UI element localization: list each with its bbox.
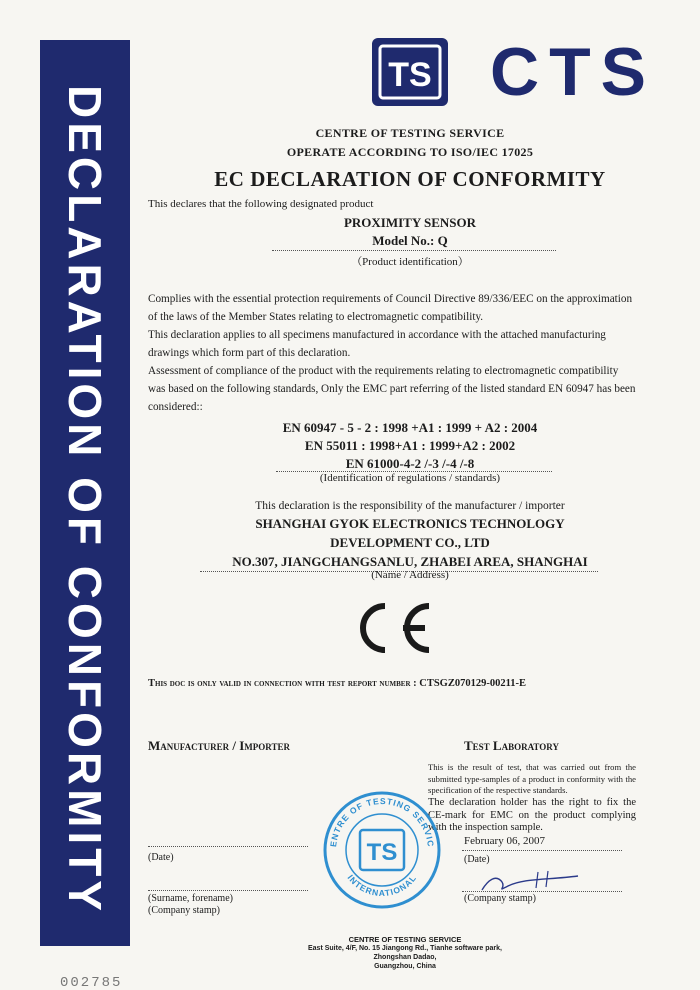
report-number: CTSGZ070129-00211-E (419, 678, 527, 689)
side-banner (40, 40, 130, 946)
manufacturer-intro: This declaration is the responsibility of the manufacturer / importer (255, 500, 565, 512)
lab-stamp-line (462, 891, 622, 892)
document-title: EC DECLARATION OF CONFORMITY (214, 167, 606, 191)
standard-2: EN 55011 : 1998+A1 : 1999+A2 : 2002 (304, 438, 516, 453)
validity-text: This doc is only valid in connection with test report number : (148, 678, 420, 689)
footer-line-2: East Suite, 4/F, No. 15 Jiangong Rd., Tianhe software park, Zhongshan Dadao, (308, 945, 502, 961)
lab-date-line (462, 850, 622, 851)
body-text (148, 290, 638, 416)
ce-mark-icon (345, 600, 435, 656)
manufacturer-caption: (Name / Address) (371, 569, 449, 581)
manufacturer-name-line-1: SHANGHAI GYOK ELECTRONICS TECHNOLOGY (255, 516, 565, 531)
cts-logo-word: CTS (490, 34, 656, 110)
ce-mark (345, 600, 435, 661)
product-name: PROXIMITY SENSOR (343, 215, 477, 230)
serial-number: 002785 (60, 975, 123, 990)
left-date-line (148, 846, 308, 847)
footer-line-3: Guangzhou, China (374, 963, 436, 970)
product-intro: This declares that the following designated product (148, 198, 374, 210)
lab-stamp-label: (Company stamp) (464, 893, 536, 904)
body-paragraph-3: Assessment of compliance of the product with the requirements relating to electromagnetic compatibility was based on the following standards, Only the EMC part referring of the listed standard EN 60947 has been considered:: (148, 365, 636, 413)
left-date-label: (Date) (148, 852, 174, 863)
logo-mark-text: TS (388, 56, 432, 94)
product-underline (272, 250, 556, 251)
left-stamp-label: (Company stamp) (148, 905, 220, 916)
manufacturer-heading: Manufacturer / Importer (148, 738, 290, 753)
footer-line-1: CENTRE OF TESTING SERVICE (348, 935, 462, 944)
product-caption: （Product identification） (351, 256, 469, 268)
seal-icon (322, 790, 442, 910)
standard-3: EN 61000-4-2 /-3 /-4 /-8 (345, 456, 475, 471)
logo-emblem-icon (372, 38, 448, 106)
lab-text-2: The declaration holder has the right to fix the CE-mark for EMC on the product complying with the inspection sample. (428, 797, 636, 833)
manufacturer-name-line-2: DEVELOPMENT CO., LTD (330, 535, 490, 550)
seal-center-text: TS (366, 839, 398, 866)
cts-logo-mark (372, 38, 448, 106)
seal-top-text: ENTRE OF TESTING SERVIC (328, 795, 437, 849)
body-paragraph-1: Complies with the essential protection requirements of Council Directive 89/336/EEC on the approximation of the laws of the Member States relating to electromagnetic compatibility. (148, 293, 633, 323)
testing-seal (322, 790, 442, 915)
standard-1: EN 60947 - 5 - 2 : 1998 +A1 : 1999 + A2 : 2004 (282, 420, 538, 435)
footer-address (300, 935, 510, 971)
banner-title: DECLARATION OF CONFORMITY (59, 85, 111, 915)
lab-date: February 06, 2007 (464, 835, 545, 847)
standards-caption: (Identification of regulations / standards) (319, 472, 501, 484)
seal-bottom-text: INTERNATIONAL (345, 872, 419, 899)
left-name-line (148, 890, 308, 891)
lab-text-1: This is the result of test, that was carried out from the submitted type-samples of a product in conformity with the specification of the respective standards. (428, 762, 636, 795)
header-line-1: CENTRE OF TESTING SERVICE (315, 126, 505, 140)
left-surname-label: (Surname, forename) (148, 893, 233, 904)
body-paragraph-2: This declaration applies to all specimens manufactured in accordance with the attached manufacturing drawings which form part of this declaration. (148, 329, 606, 359)
product-model: Model No.: Q (372, 233, 448, 248)
header-line-2: OPERATE ACCORDING TO ISO/IEC 17025 (286, 145, 534, 159)
lab-date-label: (Date) (464, 854, 490, 865)
manufacturer-address: NO.307, JIANGCHANGSANLU, ZHABEI AREA, SHANGHAI (232, 554, 588, 569)
validity-line (148, 678, 526, 689)
lab-heading: Test Laboratory (464, 738, 559, 753)
